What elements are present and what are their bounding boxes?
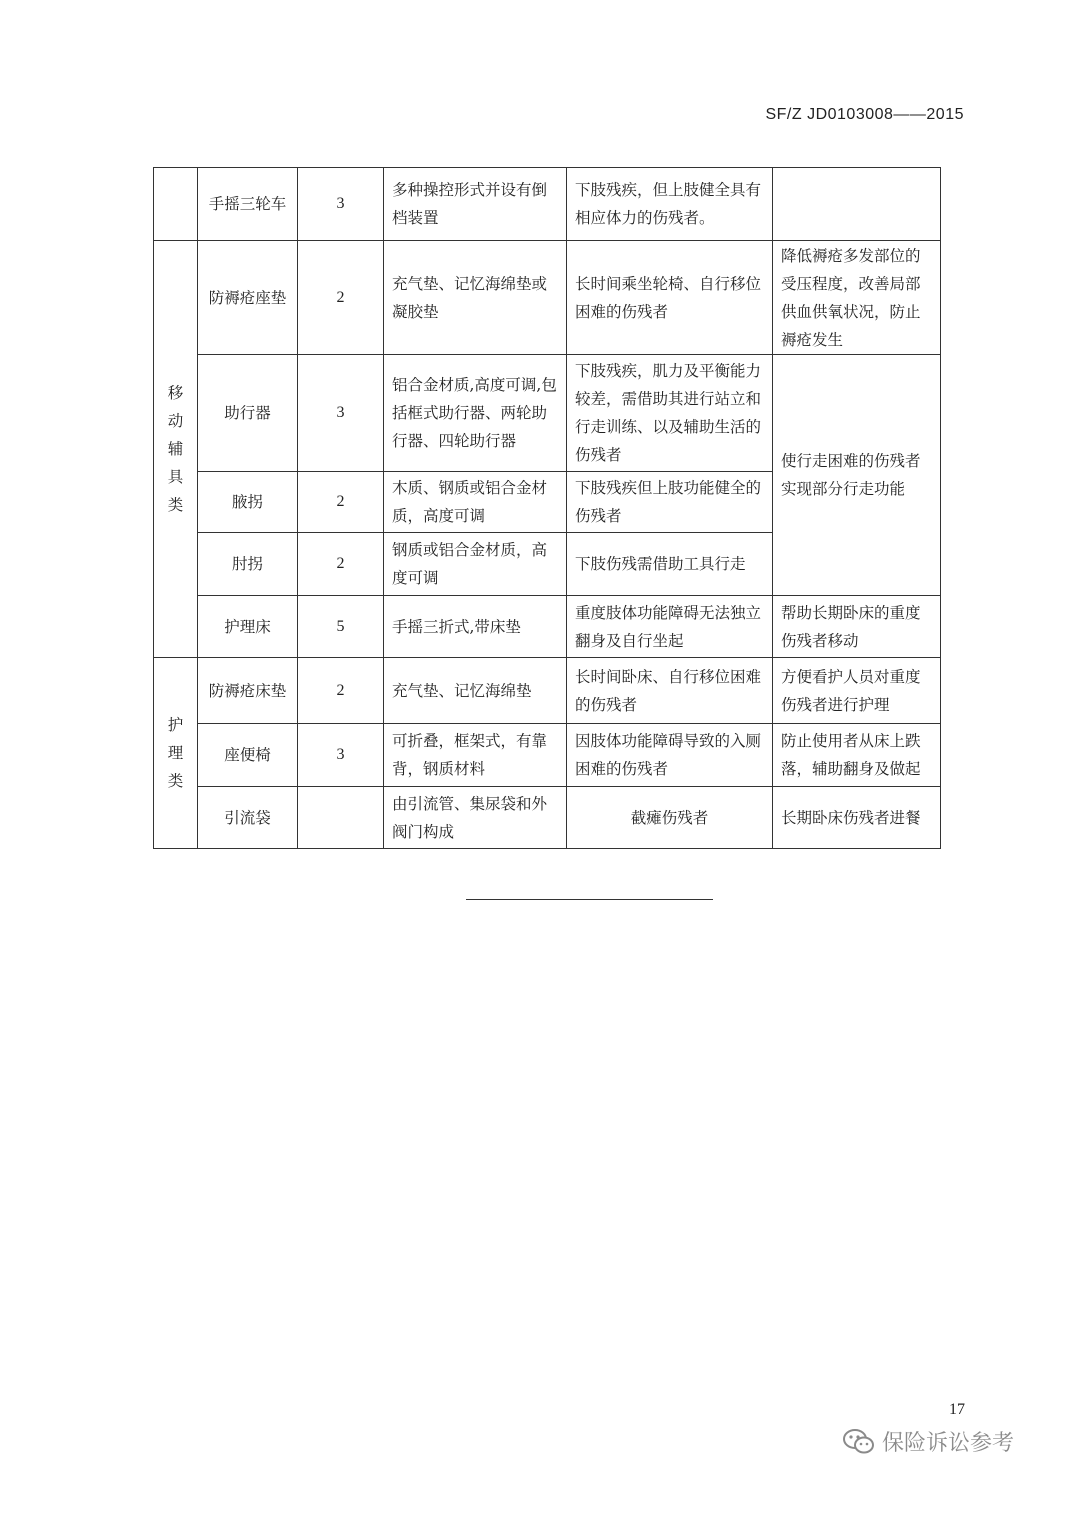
- item-spec: 可折叠，框架式，有靠背，钢质材料: [384, 724, 567, 787]
- item-applicable: 重度肢体功能障碍无法独立翻身及自行坐起: [567, 596, 773, 658]
- end-rule: [466, 899, 713, 900]
- table-row: [154, 241, 941, 355]
- table-row: [154, 355, 941, 472]
- item-qty: [298, 787, 384, 849]
- page-number: 17: [949, 1401, 965, 1418]
- item-name: 座便椅: [198, 724, 298, 787]
- item-applicable: 下肢残疾但上肢功能健全的伤残者: [567, 472, 773, 533]
- item-applicable: 下肢残疾，但上肢健全具有相应体力的伤残者。: [567, 168, 773, 241]
- item-purpose: 使行走困难的伤残者实现部分行走功能: [773, 355, 941, 596]
- table-row: [154, 596, 941, 658]
- item-qty: 3: [298, 724, 384, 787]
- table-row: [154, 168, 941, 241]
- item-qty: 2: [298, 472, 384, 533]
- table-row: [154, 658, 941, 724]
- item-applicable: 截瘫伤残者: [567, 787, 773, 849]
- item-applicable: 下肢伤残需借助工具行走: [567, 533, 773, 596]
- item-name: 肘拐: [198, 533, 298, 596]
- item-purpose: 方便看护人员对重度伤残者进行护理: [773, 658, 941, 724]
- document-code: SF/Z JD0103008——2015: [765, 106, 964, 123]
- item-applicable: 因肢体功能障碍导致的入厕困难的伤残者: [567, 724, 773, 787]
- item-applicable: 下肢残疾，肌力及平衡能力较差，需借助其进行站立和行走训练、以及辅助生活的伤残者: [567, 355, 773, 472]
- item-applicable: 长时间乘坐轮椅、自行移位困难的伤残者: [567, 241, 773, 355]
- item-purpose: 帮助长期卧床的重度伤残者移动: [773, 596, 941, 658]
- category-cell: 护理类: [154, 658, 198, 849]
- item-spec: 充气垫、记忆海绵垫: [384, 658, 567, 724]
- item-qty: 5: [298, 596, 384, 658]
- item-name: 护理床: [198, 596, 298, 658]
- item-spec: 充气垫、记忆海绵垫或凝胶垫: [384, 241, 567, 355]
- category-cell: 移动辅具类: [154, 241, 198, 658]
- wechat-icon: [842, 1427, 876, 1457]
- table-row: [154, 787, 941, 849]
- item-spec: 手摇三折式,带床垫: [384, 596, 567, 658]
- item-spec: 由引流管、集尿袋和外阀门构成: [384, 787, 567, 849]
- item-spec: 多种操控形式并设有倒档装置: [384, 168, 567, 241]
- watermark-text: 保险诉讼参考: [882, 1431, 1015, 1456]
- item-name: 助行器: [198, 355, 298, 472]
- item-name: 防褥疮座垫: [198, 241, 298, 355]
- item-qty: 2: [298, 533, 384, 596]
- item-name: 引流袋: [198, 787, 298, 849]
- item-applicable: 长时间卧床、自行移位困难的伤残者: [567, 658, 773, 724]
- item-qty: 2: [298, 241, 384, 355]
- category-cell: [154, 168, 198, 241]
- item-purpose: 防止使用者从床上跌落，辅助翻身及做起: [773, 724, 941, 787]
- item-purpose: 长期卧床伤残者进餐: [773, 787, 941, 849]
- item-name: 腋拐: [198, 472, 298, 533]
- item-qty: 3: [298, 355, 384, 472]
- item-spec: 铝合金材质,高度可调,包括框式助行器、两轮助行器、四轮助行器: [384, 355, 567, 472]
- item-name: 防褥疮床垫: [198, 658, 298, 724]
- item-name: 手摇三轮车: [198, 168, 298, 241]
- table-row: [154, 724, 941, 787]
- item-spec: 木质、钢质或铝合金材质，高度可调: [384, 472, 567, 533]
- equipment-table: [153, 167, 941, 849]
- item-purpose: 降低褥疮多发部位的受压程度，改善局部供血供氧状况，防止褥疮发生: [773, 241, 941, 355]
- item-purpose: [773, 168, 941, 241]
- item-qty: 2: [298, 658, 384, 724]
- item-qty: 3: [298, 168, 384, 241]
- item-spec: 钢质或铝合金材质，高度可调: [384, 533, 567, 596]
- watermark: [842, 1426, 1014, 1457]
